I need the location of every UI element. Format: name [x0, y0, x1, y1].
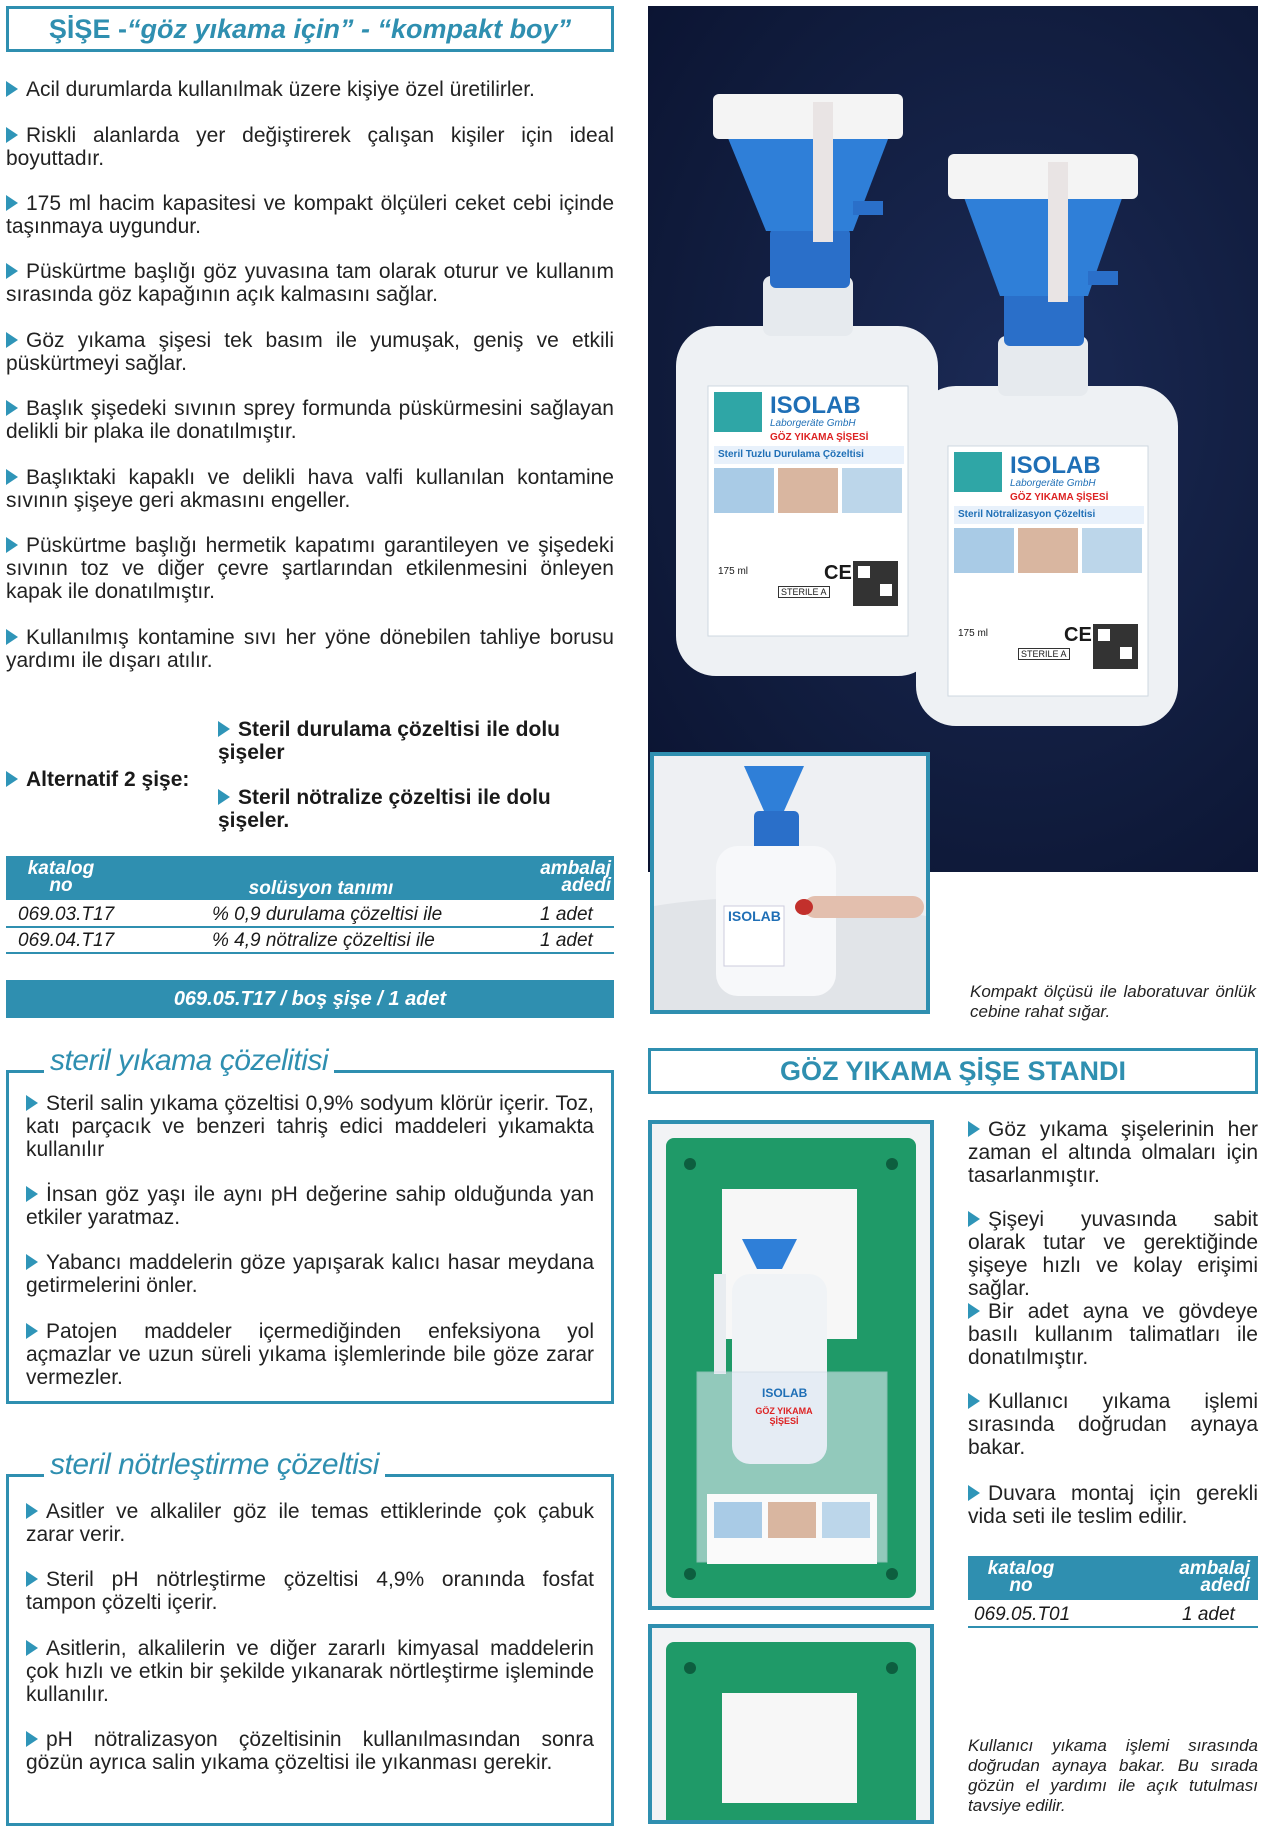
- arrow-icon: [6, 195, 18, 211]
- arrow-icon: [6, 332, 18, 348]
- cell-no: 069.03.T17: [18, 904, 115, 925]
- stand-col-header-qty: ambalaj adedi: [1179, 1558, 1250, 1596]
- bottle-2-ce: CE: [1064, 624, 1092, 646]
- cell-qty: 1 adet: [540, 930, 593, 951]
- feature-text: Başlıktaki kapaklı ve delikli hava valfi kullanılan kontamine sıvının şişeye geri akmasını engeller.: [6, 466, 614, 512]
- arrow-icon: [6, 127, 18, 143]
- arrow-icon: [6, 81, 18, 97]
- neutral-item: Steril pH nötrleştirme çözeltisi 4,9% oranında fosfat tampon çözelti içerir.: [26, 1568, 594, 1614]
- col-header-desc: solüsyon tanımı: [248, 878, 394, 899]
- pocket-photo: [650, 752, 930, 1014]
- arrow-icon: [26, 1571, 38, 1587]
- bottle-2-brand-sub: Laborgeräte GmbH: [1010, 478, 1096, 489]
- arrow-icon: [6, 400, 18, 416]
- stand-cell-no: 069.05.T01: [974, 1604, 1071, 1625]
- stand-item: Kullanıcı yıkama işlemi sırasında doğrudan aynaya bakar.: [968, 1390, 1258, 1459]
- stand-back-illustration: [652, 1628, 930, 1820]
- table-row: [968, 1602, 1258, 1628]
- bottle-2-sterile: STERILE A: [1018, 648, 1070, 660]
- arrow-icon: [968, 1393, 980, 1409]
- stand-caption: Kullanıcı yıkama işlemi sırasında doğrudan aynaya bakar. Bu sırada gözün el yardımı ile açık tutulması tavsiye edilir.: [968, 1736, 1258, 1815]
- feature-text: Kullanılmış kontamine sıvı her yöne dönebilen tahliye borusu yardımı ile dışarı atılır.: [6, 626, 614, 672]
- steril-neutral-title: steril nötrleştirme çözeltisi: [44, 1448, 385, 1482]
- cell-desc: % 4,9 nötralize çözeltisi ile: [212, 930, 435, 951]
- arrow-icon: [968, 1303, 980, 1319]
- bottle-2: [916, 154, 1178, 726]
- feature-text: Riskli alanlarda yer değiştirerek çalışan kişiler için ideal boyuttadır.: [6, 124, 614, 170]
- wash-item: Steril salin yıkama çözeltisi 0,9% sodyum klörür içerir. Toz, katı parçacık ve benzeri tahriş edici maddeleri yıkamakta kullanılır: [26, 1092, 594, 1161]
- stand-bottle-brand: ISOLAB: [762, 1386, 808, 1400]
- catalog-table-header: [6, 856, 614, 900]
- wash-item: İnsan göz yaşı ile aynı pH değerine sahip olduğunda yan etkiler yaratmaz.: [26, 1183, 594, 1229]
- neutral-item: Asitlerin, alkalilerin ve diğer zararlı kimyasal maddelerin çok hızlı ve etkin bir şekilde yıkanarak nörtleştirme işleminde kullanılır.: [26, 1637, 594, 1706]
- cell-qty: 1 adet: [540, 904, 593, 925]
- arrow-icon: [26, 1640, 38, 1656]
- neutral-item: pH nötralizasyon çözeltisinin kullanılmasından sonra gözün ayrıca salin yıkama çözeltisi ile yıkanması gerekir.: [26, 1728, 594, 1774]
- stand-col-header-no: katalog no: [987, 1558, 1055, 1596]
- stand-item: Bir adet ayna ve gövdeye basılı kullanım talimatları ile donatılmıştır.: [968, 1300, 1258, 1369]
- bottle-2-brand: ISOLAB: [1010, 452, 1101, 479]
- feature-text: Başlık şişedeki sıvının sprey formunda püskürmesini sağlayan delikli bir plaka ile donatılmıştır.: [6, 397, 614, 443]
- arrow-icon: [26, 1323, 38, 1339]
- bottles-illustration: [648, 6, 1258, 872]
- arrow-icon: [26, 1186, 38, 1202]
- feature-item: [6, 329, 614, 375]
- feature-text: Püskürtme başlığı hermetik kapatımı garantileyen ve şişedeki sıvının toz ve diğer çevre şartlarından etkilenmesini önleyen kapak ile donatılmıştır.: [6, 534, 614, 603]
- arrow-icon: [6, 629, 18, 645]
- cell-desc: % 0,9 durulama çözeltisi ile: [212, 904, 443, 925]
- table-row: [6, 928, 614, 954]
- arrow-icon: [968, 1121, 980, 1137]
- title-dash: -: [353, 13, 378, 44]
- stand-cell-qty: 1 adet: [1182, 1604, 1235, 1625]
- arrow-icon: [26, 1095, 38, 1111]
- stand-item: Şişeyi yuvasında sabit olarak tutar ve gerektiğinde şişeye hızlı ve kolay erişimi sağlar.: [968, 1208, 1258, 1300]
- bottle-2-line: Steril Nötralizasyon Çözeltisi: [958, 509, 1096, 520]
- stand-title: GÖZ YIKAMA ŞİŞE STANDI: [779, 1055, 1127, 1086]
- feature-text: 175 ml hacim kapasitesi ve kompakt ölçüleri ceket cebi içinde taşınmaya uygundur.: [6, 192, 614, 238]
- col-header-qty: ambalaj adedi: [540, 858, 611, 896]
- cell-no: 069.04.T17: [18, 930, 115, 951]
- bottle-1-line: Steril Tuzlu Durulama Çözeltisi: [718, 449, 864, 460]
- feature-item: [6, 192, 614, 238]
- neutral-item: Asitler ve alkaliler göz ile temas ettiklerinde çok çabuk zarar verir.: [26, 1500, 594, 1546]
- feature-item: [6, 397, 614, 443]
- bottle-1-sterile: STERILE A: [778, 586, 830, 598]
- feature-text: Acil durumlarda kullanılmak üzere kişiye özel üretilirler.: [26, 78, 535, 101]
- feature-text: Püskürtme başlığı göz yuvasına tam olarak oturur ve kullanım sırasında göz kapağının açık kalmasını sağlar.: [6, 260, 614, 306]
- arrow-icon: [6, 469, 18, 485]
- col-header-no: katalog no: [27, 858, 95, 896]
- bottle-2-volume: 175 ml: [958, 628, 989, 639]
- arrow-icon: [218, 789, 230, 805]
- alternative-option-1: Steril durulama çözeltisi ile dolu şişeler: [218, 718, 560, 764]
- title-quote-1: “göz yıkama için”: [126, 13, 354, 44]
- feature-item: [6, 260, 614, 306]
- wash-item: Patojen maddeler içermediğinden enfeksiyona yol açmazlar ve uzun süreli yıkama işlemlerinde bile göze zarar vermezler.: [26, 1320, 594, 1389]
- arrow-icon: [6, 537, 18, 553]
- arrow-icon: [26, 1254, 38, 1270]
- stand-photo: [648, 1120, 934, 1610]
- pocket-brand: ISOLAB: [728, 908, 781, 924]
- arrow-icon: [218, 721, 230, 737]
- pocket-illustration: [654, 756, 926, 1010]
- arrow-icon: [26, 1503, 38, 1519]
- stand-title-box: [648, 1048, 1258, 1094]
- stand-item: Göz yıkama şişelerinin her zaman el altında olmaları için tasarlanmıştır.: [968, 1118, 1258, 1187]
- feature-item: [6, 626, 614, 672]
- stand-table-header: [968, 1556, 1258, 1600]
- arrow-icon: [6, 771, 18, 787]
- bottle-2-product: GÖZ YIKAMA ŞİŞESİ: [1010, 492, 1109, 503]
- product-photo: [648, 6, 1258, 872]
- bottle-1-ce: CE: [824, 562, 852, 584]
- wash-item: Yabancı maddelerin göze yapışarak kalıcı hasar meydana getirmelerini önler.: [26, 1251, 594, 1297]
- stand-back-photo: [648, 1624, 934, 1824]
- table-row: [6, 902, 614, 928]
- feature-item: [6, 124, 614, 170]
- stand-item: Duvara montaj için gerekli vida seti ile teslim edilir.: [968, 1482, 1258, 1528]
- title-quote-2: “kompakt boy”: [377, 13, 572, 44]
- stand-bottle-product: GÖZ YIKAMA ŞİŞESİ: [755, 1406, 813, 1426]
- feature-item: [6, 78, 614, 101]
- steril-wash-title: steril yıkama çözelitisi: [44, 1044, 334, 1078]
- bottle-1-volume: 175 ml: [718, 566, 749, 577]
- arrow-icon: [968, 1211, 980, 1227]
- alternative-label: Alternatif 2 şişe:: [6, 768, 189, 792]
- page-title-box: [6, 6, 614, 52]
- bottle-1-brand-sub: Laborgeräte GmbH: [770, 418, 856, 429]
- alternative-option-2: Steril nötralize çözeltisi ile dolu şişeler.: [218, 786, 551, 832]
- empty-bottle-bar: 069.05.T17 / boş şişe / 1 adet: [6, 980, 614, 1018]
- title-main: ŞİŞE -: [48, 13, 127, 44]
- arrow-icon: [968, 1485, 980, 1501]
- bottle-1-brand: ISOLAB: [770, 392, 861, 419]
- bottle-1-product: GÖZ YIKAMA ŞİŞESİ: [770, 432, 869, 443]
- feature-text: Göz yıkama şişesi tek basım ile yumuşak, geniş ve etkili püskürtmeyi sağlar.: [6, 329, 614, 375]
- feature-item: [6, 466, 614, 512]
- stand-illustration: [652, 1124, 930, 1606]
- pocket-caption: Kompakt ölçüsü ile laboratuvar önlük cebine rahat sığar.: [970, 982, 1256, 1021]
- feature-item: [6, 534, 614, 603]
- arrow-icon: [6, 263, 18, 279]
- arrow-icon: [26, 1731, 38, 1747]
